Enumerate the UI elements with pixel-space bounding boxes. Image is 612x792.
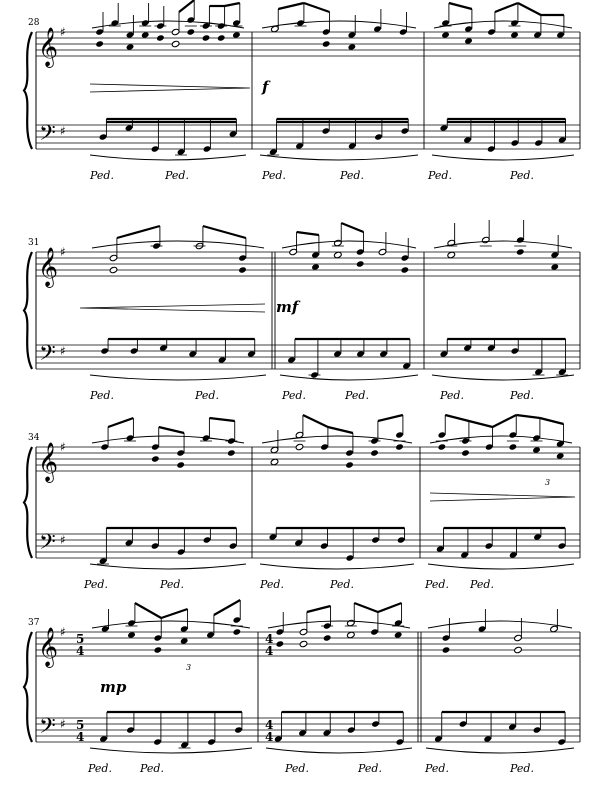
time-signature-top: 4 [265,718,274,732]
beam [378,603,402,612]
beam [354,603,378,612]
measure-number: 31 [28,238,40,248]
beam [378,415,403,421]
note-head [464,37,473,44]
key-signature-sharp-icon: ♯ [60,717,66,731]
treble-clef-icon: 𝄞 [38,247,59,287]
slur [262,21,416,28]
time-signature-top: 5 [76,632,85,646]
slur [262,436,412,443]
slur [92,241,264,248]
beam [297,232,319,235]
note-head [127,631,136,638]
note-head [532,446,541,453]
beam [214,600,240,615]
beam [135,603,161,618]
note-head [141,31,150,38]
hairpin-crescendo [430,493,575,501]
note-head [438,443,447,450]
note-head [447,251,456,258]
time-signature-bottom: 4 [265,644,274,658]
beam [108,418,133,427]
note-head [270,458,279,465]
bass-clef-icon: 𝄢 [39,121,56,151]
time-signature-bottom: 4 [76,644,85,658]
note-head [151,455,160,462]
pedal-mark: Ped. [140,762,164,775]
pedal-mark: Ped. [428,169,452,182]
note-head [171,40,180,47]
note-head [156,34,165,41]
system-brace [24,32,32,149]
time-signature-top: 4 [265,632,274,646]
treble-staff [36,252,580,276]
beam [304,3,330,12]
beam [328,427,353,433]
note-head [461,449,470,456]
note-head [322,40,331,47]
note-head [233,628,242,635]
slur [282,241,416,248]
beam [516,415,540,418]
beam [161,609,187,618]
note-head [345,461,354,468]
key-signature-sharp-icon: ♯ [60,533,66,547]
beam [495,3,518,12]
note-head [514,646,523,653]
pedal-mark: Ped. [425,578,449,591]
beam [209,418,234,421]
time-signature-bottom: 4 [265,730,274,744]
note-head [202,34,211,41]
treble-clef-icon: 𝄞 [38,27,59,67]
time-signature-top: 5 [76,718,85,732]
system-3 [24,415,580,591]
note-head [550,263,559,270]
note-head [394,631,403,638]
measure-number: 37 [28,618,40,628]
note-head [176,461,185,468]
note-head [238,266,247,273]
slur [90,375,266,380]
beam [225,3,240,6]
note-head [311,263,320,270]
system-brace [24,632,32,742]
slur [268,621,410,628]
pedal-mark: Ped. [510,762,534,775]
note-head [227,449,236,456]
bass-clef-icon: 𝄢 [39,714,56,744]
pedal-mark: Ped. [90,389,114,402]
slur [428,564,574,569]
note-head [441,31,450,38]
bass-staff [36,534,580,558]
beam [493,415,517,427]
pedal-mark: Ped. [260,578,284,591]
pedal-mark: Ped. [510,169,534,182]
slur [266,748,412,753]
beam [278,3,304,9]
tuplet-number: 3 [545,478,551,487]
treble-clef-icon: 𝄞 [38,442,59,482]
note-head [356,260,365,267]
pedal-mark: Ped. [440,389,464,402]
pedal-mark: Ped. [340,169,364,182]
key-signature-sharp-icon: ♯ [60,344,66,358]
treble-staff [36,632,580,656]
key-signature-sharp-icon: ♯ [60,25,66,39]
dynamic-marking: mp [100,678,127,696]
slur [90,155,246,160]
slur [90,564,246,569]
note-head [295,443,304,450]
note-head [347,631,356,638]
treble-staff [36,32,580,56]
pedal-mark: Ped. [90,169,114,182]
note-head [510,31,519,38]
dynamic-marking: mf [276,298,299,316]
slur [92,436,244,443]
key-signature-sharp-icon: ♯ [60,245,66,259]
system-4 [24,600,580,775]
system-brace [24,252,32,369]
measure-number: 34 [28,433,40,443]
beam [117,226,160,238]
pedal-mark: Ped. [88,762,112,775]
beam [449,3,472,9]
note-head [126,43,135,50]
note-head [516,248,525,255]
note-head [180,637,189,644]
note-head [217,34,226,41]
slur [432,155,574,160]
tuplet-number: 3 [186,663,192,672]
pedal-mark: Ped. [345,389,369,402]
beam [518,3,541,15]
slur [92,621,250,628]
system-2 [24,220,580,402]
key-signature-sharp-icon: ♯ [60,440,66,454]
note-head [401,266,410,273]
note-head [232,31,241,38]
dynamic-marking: f [262,78,269,96]
system-1 [24,0,580,182]
beam [341,223,363,232]
pedal-mark: Ped. [425,762,449,775]
pedal-mark: Ped. [330,578,354,591]
note-head [509,443,518,450]
note-head [154,646,163,653]
pedal-mark: Ped. [160,578,184,591]
pedal-mark: Ped. [262,169,286,182]
note-head [95,40,104,47]
note-head [187,28,196,35]
treble-staff [36,447,580,471]
note-head [370,449,379,456]
bass-clef-icon: 𝄢 [39,341,56,371]
note-head [348,43,357,50]
beam [179,0,194,12]
note-head [109,266,118,273]
slur [280,375,418,380]
hairpin-crescendo [90,84,250,92]
beam [303,415,328,427]
note-head [395,443,404,450]
pedal-mark: Ped. [470,578,494,591]
beam [159,427,184,433]
bass-clef-icon: 𝄢 [39,530,56,560]
note-head [334,251,343,258]
pedal-mark: Ped. [358,762,382,775]
pedal-mark: Ped. [285,762,309,775]
pedal-mark: Ped. [510,389,534,402]
note-head [556,452,565,459]
note-head [442,646,451,653]
slur [90,748,252,753]
beam [307,606,331,612]
pedal-mark: Ped. [282,389,306,402]
slur [432,375,574,380]
note-head [299,640,308,647]
slur [260,155,418,160]
bass-staff [36,125,580,149]
note-head [276,640,285,647]
hairpin-decrescendo [80,304,265,312]
beam [445,415,469,421]
bass-staff [36,345,580,369]
key-signature-sharp-icon: ♯ [60,124,66,138]
pedal-mark: Ped. [195,389,219,402]
pedal-mark: Ped. [84,578,108,591]
slur [260,564,414,569]
bass-staff [36,718,580,742]
time-signature-bottom: 4 [76,730,85,744]
beam [540,418,564,424]
measure-number: 28 [28,18,40,28]
note-head [323,634,332,641]
system-brace [24,447,32,558]
beam [203,226,246,238]
slur [426,748,574,753]
beam [469,421,493,427]
key-signature-sharp-icon: ♯ [60,625,66,639]
slur [430,436,572,443]
treble-clef-icon: 𝄞 [38,627,59,667]
pedal-mark: Ped. [165,169,189,182]
slur [434,21,572,28]
